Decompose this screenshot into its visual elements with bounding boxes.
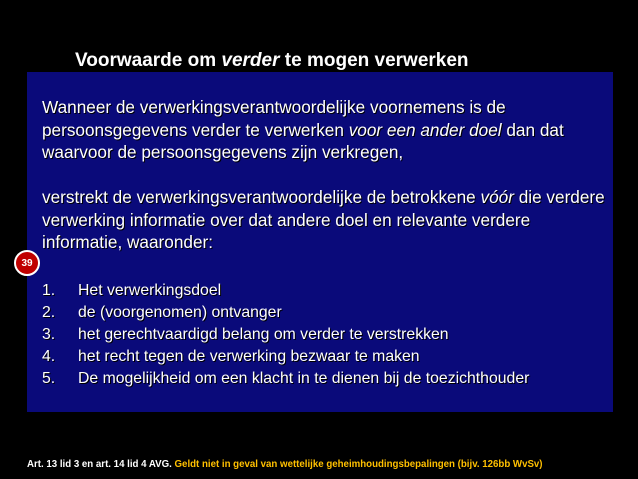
list-item	[42, 324, 607, 346]
list-item-text: de (voorgenomen) ontvanger	[78, 304, 282, 321]
information-list	[42, 280, 607, 390]
list-item-number: 1.	[42, 282, 56, 299]
slide-title	[75, 44, 555, 78]
paragraph-obligation-part1: verstrekt de verwerkingsverantwoordelijke de betrokkene	[42, 187, 481, 207]
list-item-text: De mogelijkheid om een klacht in te dienen bij de toezichthouder	[78, 370, 530, 387]
list-item-text: het recht tegen de verwerking bezwaar te maken	[78, 348, 420, 365]
body-text	[42, 96, 607, 254]
paragraph-condition	[42, 96, 607, 164]
title-text-after: te mogen verwerken	[279, 50, 469, 71]
list-item	[42, 368, 607, 390]
list-item-number: 3.	[42, 326, 56, 343]
footer-note	[27, 458, 627, 472]
list-item-number: 5.	[42, 370, 56, 387]
list-item	[42, 280, 607, 302]
list-item-text: Het verwerkingsdoel	[78, 282, 222, 299]
list-item-number: 2.	[42, 304, 56, 321]
title-text-before: Voorwaarde om	[75, 50, 222, 71]
footer-reference: Art. 13 lid 3 en art. 14 lid 4 AVG.	[27, 459, 172, 470]
list-item-text: het gerechtvaardigd belang om verder te verstrekken	[78, 326, 449, 343]
paragraph-condition-part1: Wanneer de verwerkingsverantwoordelijke voornemens is de persoonsgegevens verder te verwerken	[42, 97, 506, 140]
paragraph-obligation-part2: die verdere verwerking informatie over dat andere doel en relevante verdere informatie, waaronder:	[42, 187, 605, 252]
list-item	[42, 346, 607, 368]
list-item-number: 4.	[42, 348, 56, 365]
paragraph-condition-part2: dan dat waarvoor de persoonsgegevens zijn verkregen,	[42, 119, 564, 162]
slide-number-badge: 39	[14, 250, 40, 276]
title-text-emphasis: verder	[221, 50, 280, 71]
list-item	[42, 302, 607, 324]
paragraph-condition-emphasis: voor een ander doel	[348, 119, 502, 140]
paragraph-obligation-emphasis: vóór	[480, 187, 514, 207]
footer-exception: Geldt niet in geval van wettelijke geheimhoudingsbepalingen (bijv. 126bb WvSv)	[171, 459, 543, 470]
paragraph-obligation	[42, 186, 607, 254]
